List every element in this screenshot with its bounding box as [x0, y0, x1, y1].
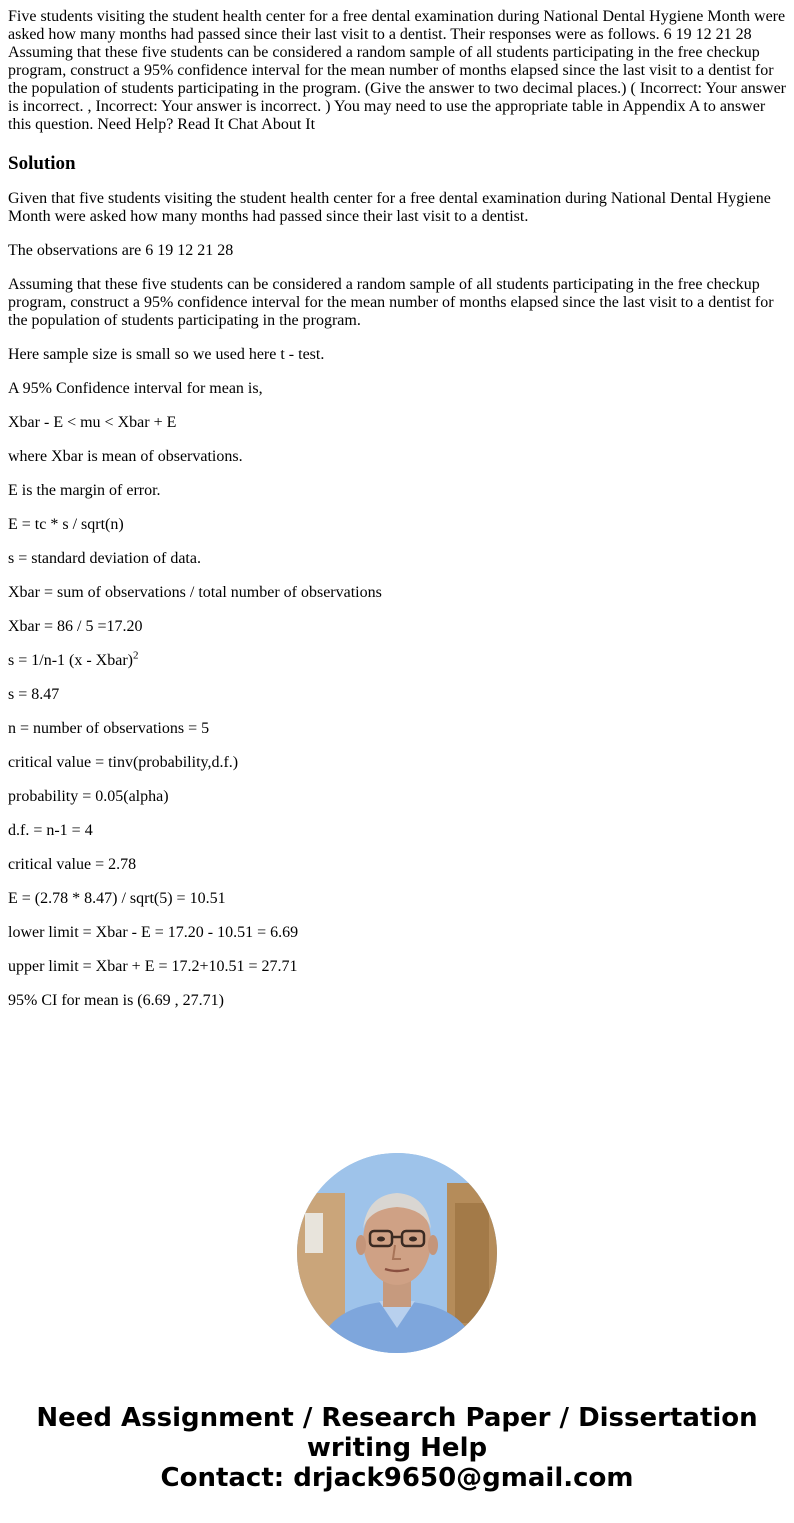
footer-line-1: Need Assignment / Research Paper / Dissertation: [36, 1403, 758, 1433]
author-photo: [297, 1153, 497, 1353]
solution-step: Xbar - E < mu < Xbar + E: [8, 414, 177, 431]
solution-step: Here sample size is small so we used here t - test.: [8, 346, 325, 363]
solution-step: E = tc * s / sqrt(n): [8, 516, 124, 533]
solution-step: Xbar = sum of observations / total number of observations: [8, 584, 382, 601]
solution-step: critical value = tinv(probability,d.f.): [8, 754, 239, 771]
solution-step-sd-formula: [8, 649, 788, 670]
solution-step: critical value = 2.78: [8, 856, 137, 873]
sd-formula-text: s = 1/n-1 (x - Xbar): [8, 652, 133, 669]
solution-step: probability = 0.05(alpha): [8, 788, 169, 805]
solution-step: A 95% Confidence interval for mean is,: [8, 380, 263, 397]
solution-heading: Solution: [8, 153, 76, 174]
footer-banner: [0, 1403, 794, 1493]
solution-step: Given that five students visiting the student health center for a free dental examination during National Dental Hygiene Month were asked how many months had passed since their last visit to a dentist.: [8, 190, 771, 225]
solution-step: The observations are 6 19 12 21 28: [8, 242, 234, 259]
solution-step: lower limit = Xbar - E = 17.20 - 10.51 = 6.69: [8, 924, 299, 941]
author-portrait-image: [297, 1153, 497, 1353]
solution-step: s = standard deviation of data.: [8, 550, 201, 567]
solution-step: E is the margin of error.: [8, 482, 161, 499]
solution-step: 95% CI for mean is (6.69 , 27.71): [8, 992, 224, 1009]
solution-step: upper limit = Xbar + E = 17.2+10.51 = 27.71: [8, 958, 298, 975]
solution-step: E = (2.78 * 8.47) / sqrt(5) = 10.51: [8, 890, 226, 907]
footer-line-2: writing Help: [306, 1433, 488, 1463]
solution-step: d.f. = n-1 = 4: [8, 822, 93, 839]
footer-contact: Contact: drjack9650@gmail.com: [160, 1463, 634, 1493]
superscript: 2: [133, 649, 139, 662]
solution-step: s = 8.47: [8, 686, 60, 703]
solution-step: Xbar = 86 / 5 =17.20: [8, 618, 143, 635]
document-body: [8, 8, 788, 1026]
question-text: Five students visiting the student health center for a free dental examination during National Dental Hygiene Month were asked how many months had passed since their last visit to a dentist. Their responses were as follows. 6 19 12 21 28 Assuming that these five students can be considered a random sample of all students participating in the free checkup program, construct a 95% confidence interval for the mean number of months elapsed since the last visit to a dentist for the population of students participating in the program. (Give the answer to two decimal places.) ( Incorrect: Your answer is incorrect. , Incorrect: Your answer is incorrect. ) You may need to use the appropriate table in Appendix A to answer this question. Need Help? Read It Chat About It: [8, 8, 786, 133]
solution-step: Assuming that these five students can be considered a random sample of all students participating in the free checkup program, construct a 95% confidence interval for the mean number of months elapsed since the last visit to a dentist for the population of students participating in the program.: [8, 276, 774, 329]
solution-step: n = number of observations = 5: [8, 720, 210, 737]
solution-step: where Xbar is mean of observations.: [8, 448, 243, 465]
